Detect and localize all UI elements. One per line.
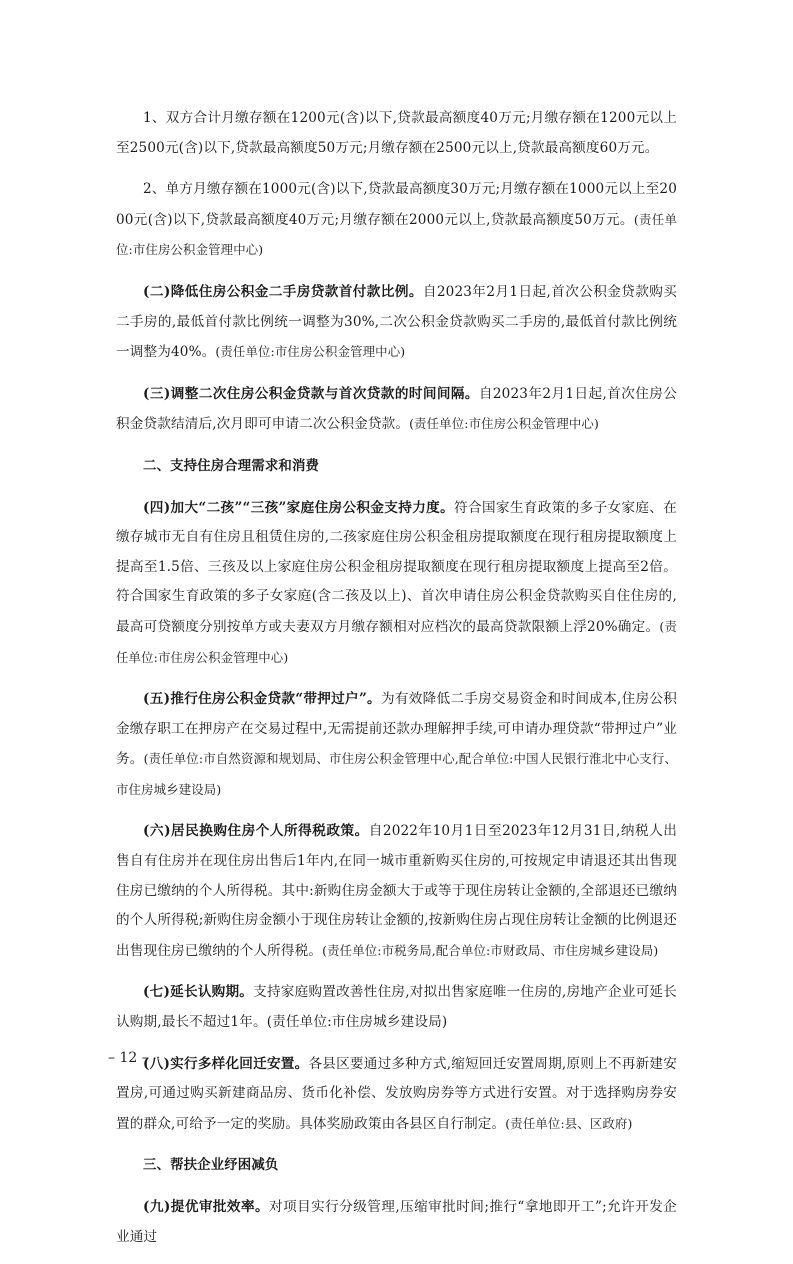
paragraph-8-heading: (七)延长认购期。 xyxy=(143,984,254,1001)
paragraph-7-heading: (六)居民换购住房个人所得税政策。 xyxy=(143,823,369,840)
paragraph-2 xyxy=(116,175,677,266)
paragraph-3-heading: (二)降低住房公积金二手房贷款首付款比例。 xyxy=(143,283,423,300)
paragraph-10 xyxy=(116,1193,677,1252)
responsibility-note: (责任单位:市住房公积金管理中心) xyxy=(116,618,677,665)
paragraph-8 xyxy=(116,978,677,1037)
paragraph-7 xyxy=(116,817,677,966)
page-number: – 12 – xyxy=(108,1050,149,1066)
responsibility-note: (责任单位:市自然资源和规划局、市住房公积金管理中心,配合单位:中国人民银行淮北中心支行、市住房城乡建设局) xyxy=(116,751,677,797)
responsibility-note: (责任单位:市住房公积金管理中心) xyxy=(116,211,677,258)
paragraph-8-text: 支持家庭购置改善性住房,对拟出售家庭唯一住房的,房地产企业可延长认购期,最长不超过1年。(责任单位:市住房城乡建设局) xyxy=(116,984,677,1031)
paragraph-1 xyxy=(116,104,677,163)
section-heading-3: 三、帮扶企业纾困减负 xyxy=(143,1158,279,1174)
paragraph-2-text: 2、单方月缴存额在1000元(含)以下,贷款最高额度30万元;月缴存额在1000元以上至2000元(含)以下,贷款最高额度40万元;月缴存额在2000元以上,贷款最高额度50万元。 xyxy=(116,181,677,228)
paragraph-5 xyxy=(116,494,677,674)
paragraph-4-text: 自2023年2月1日起,首次住房公积金贷款结清后,次月即可申请二次公积金贷款。 xyxy=(116,385,677,433)
paragraph-3-text: 自2023年2月1日起,首次公积金贷款购买二手房的,最低首付款比例统一调整为30%,二次公积金贷款购买二手房的,最低首付款比例统一调整为40%。 xyxy=(116,283,677,361)
responsibility-note: (责任单位:市税务局,配合单位:市财政局、市住房城乡建设局) xyxy=(322,942,659,958)
paragraph-7-text: 自2022年10月1日至2023年12月31日,纳税人出售自有住房并在现住房出售后1年内,在同一城市重新购买住房的,可按规定申请退还其出售现住房已缴纳的个人所得税。其中:新购住房金额大于或等于现住房转让金额的,全部退还已缴纳的个人所得税;新购住房金额小于现住房转让金额的,按新购住房占现住房转让金额的比例退还出售现住房已缴纳的个人所得税。 xyxy=(116,823,677,959)
paragraph-9-text: 各县区要通过多种方式,缩短回迁安置周期,原则上不再新建安置房,可通过购买新建商品房、货币化补偿、发放购房券等方式进行安置。对于选择购房券安置的群众,可给予一定的奖励。具体奖励政策由各县区自行制定。 xyxy=(116,1055,677,1132)
paragraph-6-heading: (五)推行住房公积金贷款“带押过户”。 xyxy=(143,691,381,708)
paragraph-6-text: 为有效降低二手房交易资金和时间成本,住房公积金缴存职工在押房产在交易过程中,无需提前还款办理解押手续,可申请办理贷款“带押过户”业务。 xyxy=(116,691,677,768)
paragraph-9-heading: (八)实行多样化回迁安置。 xyxy=(143,1055,309,1072)
paragraph-5-heading: (四)加大“二孩”“三孩”家庭住房公积金支持力度。 xyxy=(143,499,455,516)
paragraph-3 xyxy=(116,278,677,368)
section-heading-2: 二、支持住房合理需求和消费 xyxy=(143,458,320,474)
paragraph-4 xyxy=(116,380,677,440)
responsibility-note: (责任单位:县、区政府) xyxy=(505,1115,633,1131)
paragraph-6 xyxy=(116,685,677,805)
paragraph-5-text: 符合国家生育政策的多子女家庭、在缴存城市无自有住房且租赁住房的,二孩家庭住房公积金租房提取额度在现行租房提取额度上提高至1.5倍、三孩及以上家庭住房公积金租房提取额度在现行租房提取额度上提高至2倍。符合国家生育政策的多子女家庭(含二孩及以上)、首次申请住房公积金贷款购买自住住房的,最高可贷额度分别按单方或夫妻双方月缴存额相对应档次的最高贷款限额上浮20%确定。 xyxy=(116,499,677,635)
paragraph-10-text: 对项目实行分级管理,压缩审批时间;推行“拿地即开工”;允许开发企业通过 xyxy=(116,1199,677,1245)
paragraph-4-heading: (三)调整二次住房公积金贷款与首次贷款的时间间隔。 xyxy=(143,385,479,402)
responsibility-note: (责任单位:市住房公积金管理中心) xyxy=(409,416,599,432)
paragraph-1-text: 1、双方合计月缴存额在1200元(含)以下,贷款最高额度40万元;月缴存额在1200元以上至2500元(含)以下,贷款最高额度50万元;月缴存额在2500元以上,贷款最高额度60万元。 xyxy=(116,110,677,156)
responsibility-note: (责任单位:市住房公积金管理中心) xyxy=(215,344,406,360)
paragraph-9 xyxy=(116,1050,677,1140)
paragraph-10-heading: (九)提优审批效率。 xyxy=(143,1199,270,1215)
page-body xyxy=(116,104,677,1264)
